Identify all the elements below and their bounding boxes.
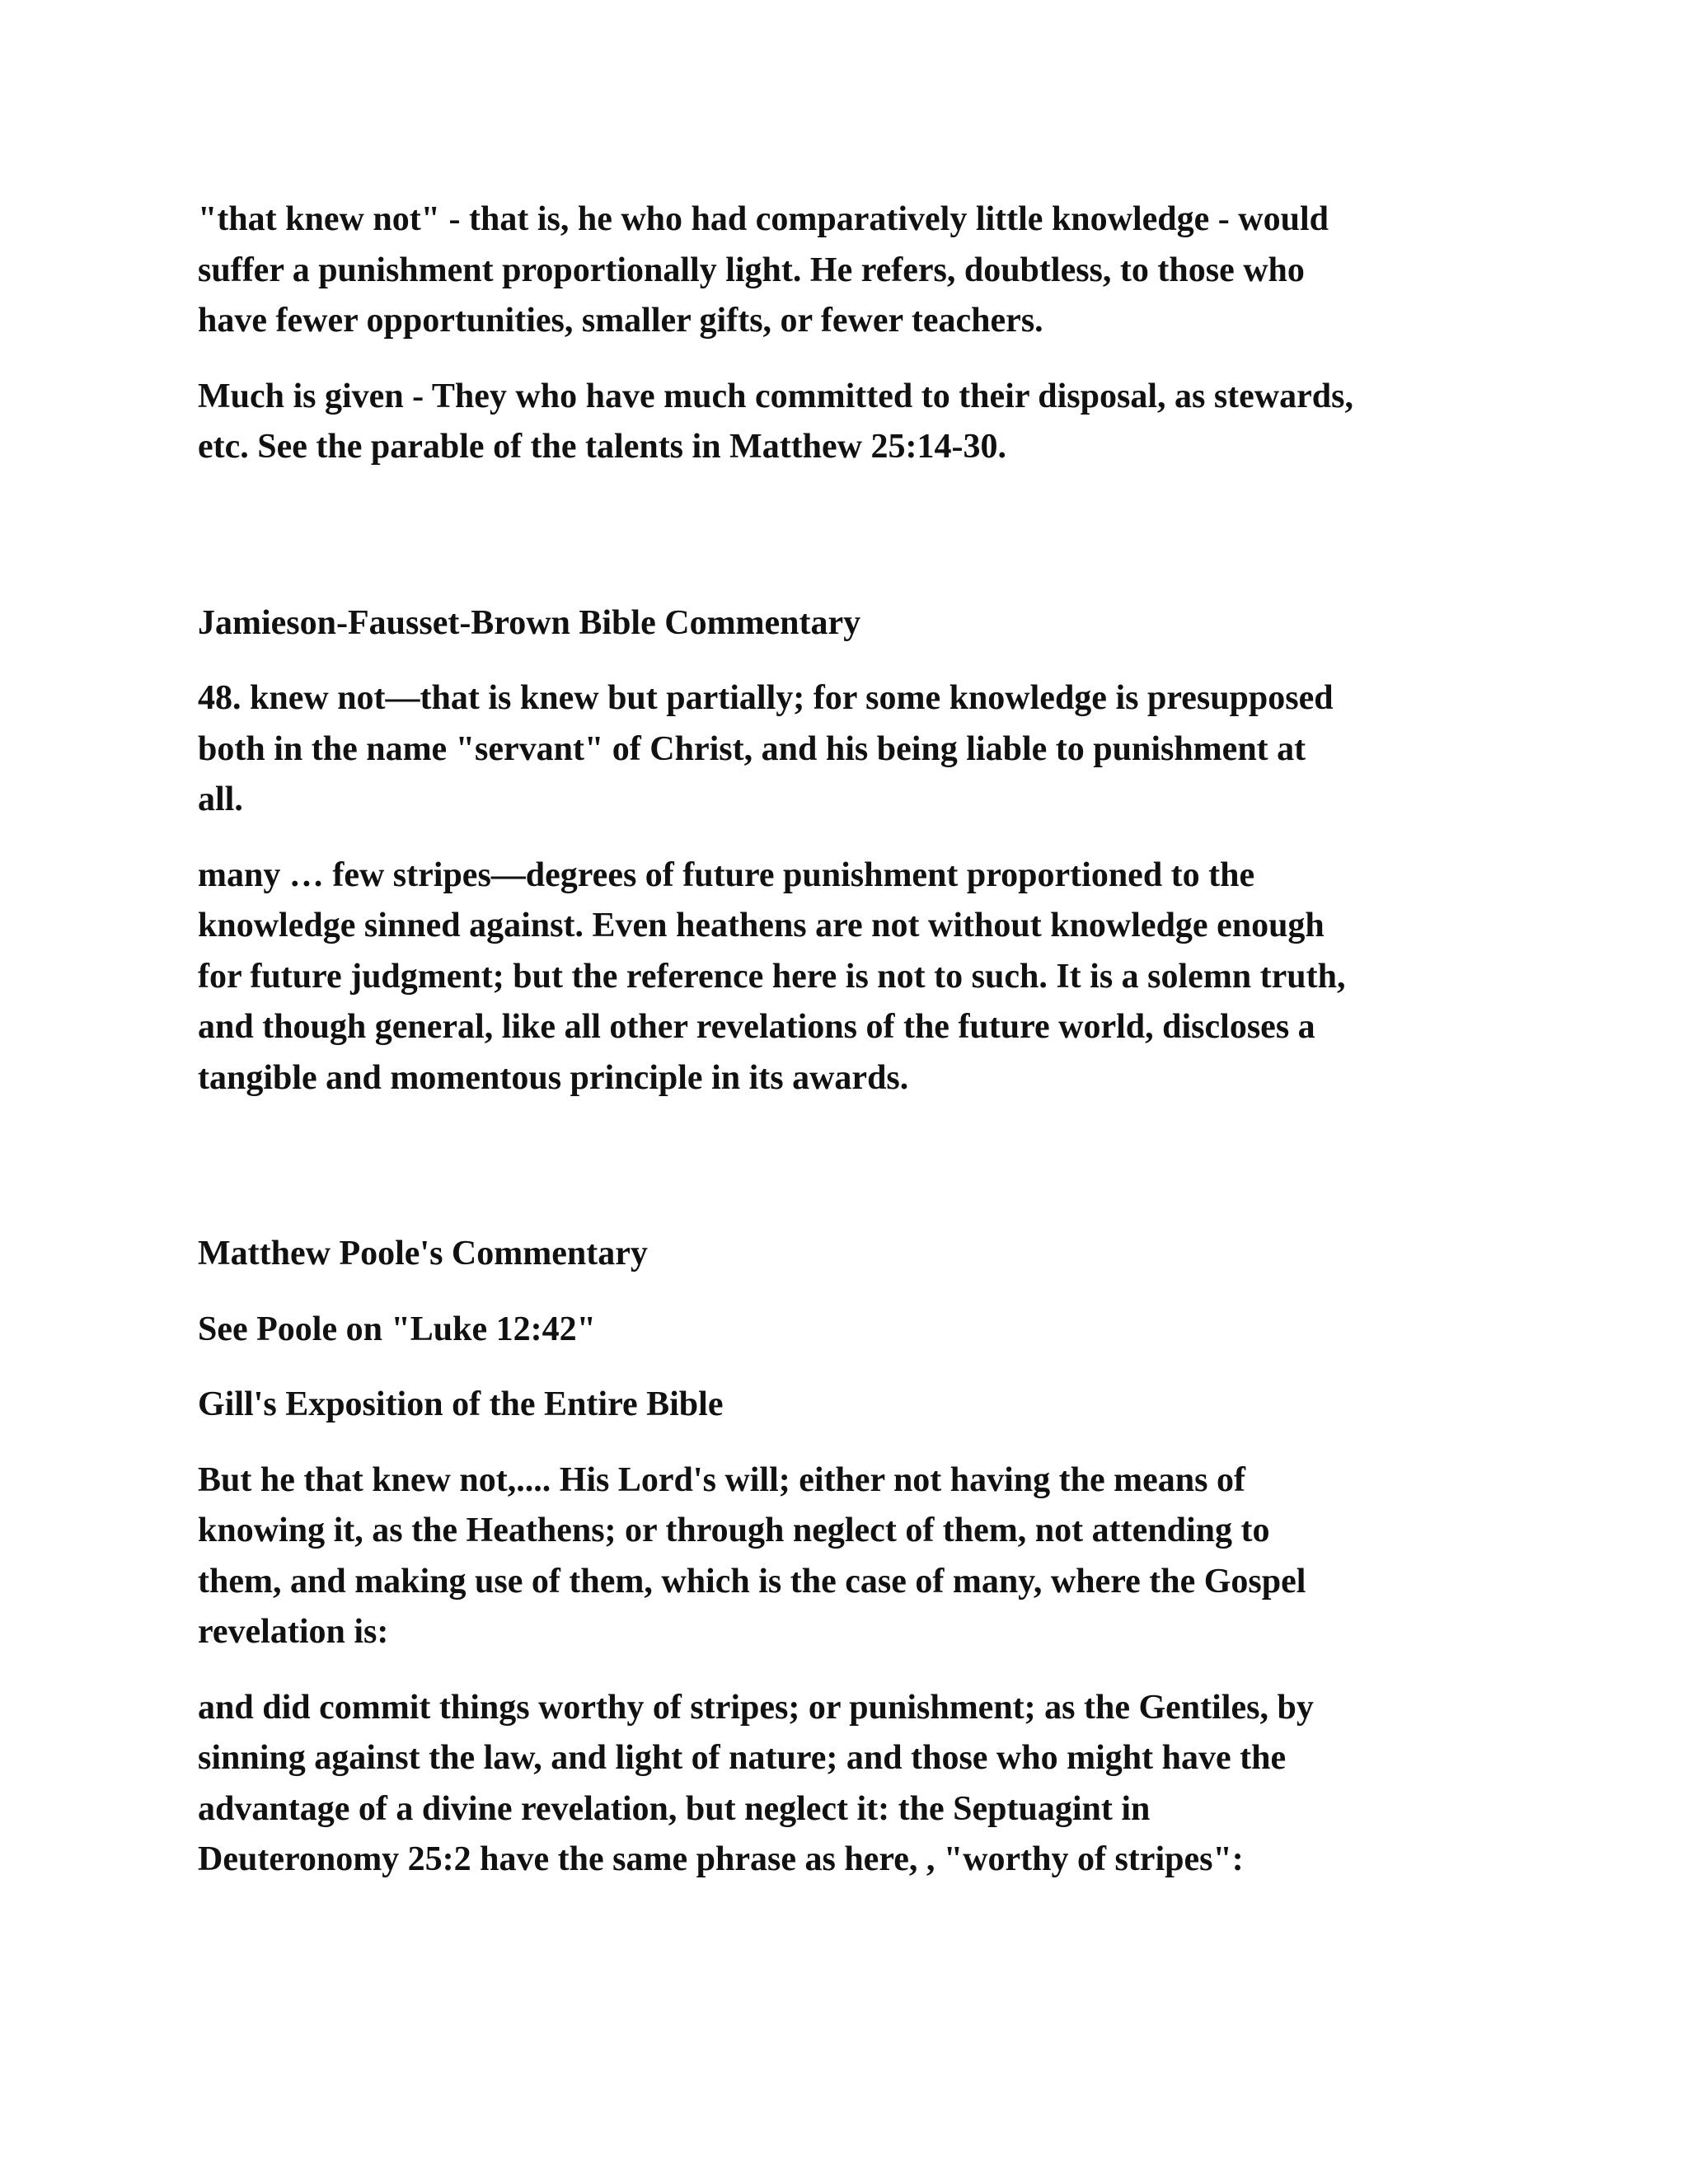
text-line: knowing it, as the Heathens; or through neglect of them, not attending to xyxy=(198,1511,1270,1549)
text-line: both in the name "servant" of Christ, and his being liable to punishment at xyxy=(198,729,1306,768)
text-line: etc. See the parable of the talents in Matthew 25:14-30. xyxy=(198,428,1006,466)
paragraph-poole-1 xyxy=(198,1305,1500,1356)
text-line: revelation is: xyxy=(198,1613,389,1651)
document-page xyxy=(198,194,1500,1910)
paragraph-jfb-2 xyxy=(198,851,1500,1104)
heading-gill-exposition: Gill's Exposition of the Entire Bible xyxy=(198,1385,724,1423)
paragraph-jfb-1 xyxy=(198,673,1500,826)
paragraph-barnes-2 xyxy=(198,372,1500,473)
text-line: But he that knew not,.... His Lord's will; either not having the means of xyxy=(198,1460,1245,1499)
section-spacer xyxy=(198,498,1500,598)
text-line: have fewer opportunities, smaller gifts, or fewer teachers. xyxy=(198,302,1043,340)
text-line: tangible and momentous principle in its awards. xyxy=(198,1058,909,1097)
text-line: for future judgment; but the reference here is not to such. It is a solemn truth, xyxy=(198,957,1346,996)
text-line: many … few stripes—degrees of future punishment proportioned to the xyxy=(198,855,1255,894)
heading-poole-commentary: Matthew Poole's Commentary xyxy=(198,1235,648,1272)
paragraph-gill-1 xyxy=(198,1455,1500,1658)
text-line: advantage of a divine revelation, but neglect it: the Septuagint in xyxy=(198,1789,1151,1828)
text-line: sinning against the law, and light of nature; and those who might have the xyxy=(198,1739,1287,1777)
section-spacer xyxy=(198,1128,1500,1229)
text-line: 48. knew not—that is knew but partially; for some knowledge is presupposed xyxy=(198,679,1334,717)
text-line: them, and making use of them, which is the case of many, where the Gospel xyxy=(198,1562,1306,1601)
text-line: and though general, like all other revelations of the future world, discloses a xyxy=(198,1008,1315,1046)
paragraph-barnes-1 xyxy=(198,194,1500,347)
text-line: "that knew not" - that is, he who had comparatively little knowledge - would xyxy=(198,200,1329,238)
heading-jfb-commentary: Jamieson-Fausset-Brown Bible Commentary xyxy=(198,603,861,642)
text-line: all. xyxy=(198,780,243,818)
text-line: See Poole on "Luke 12:42" xyxy=(198,1310,596,1348)
paragraph-gill-2 xyxy=(198,1683,1500,1886)
text-line: Much is given - They who have much committed to their disposal, as stewards, xyxy=(198,377,1353,415)
text-line: Deuteronomy 25:2 have the same phrase as here, , "worthy of stripes": xyxy=(198,1840,1244,1878)
text-line: and did commit things worthy of stripes; or punishment; as the Gentiles, by xyxy=(198,1688,1314,1727)
text-line: knowledge sinned against. Even heathens are not without knowledge enough xyxy=(198,907,1325,944)
text-line: suffer a punishment proportionally light. He refers, doubtless, to those who xyxy=(198,251,1305,289)
